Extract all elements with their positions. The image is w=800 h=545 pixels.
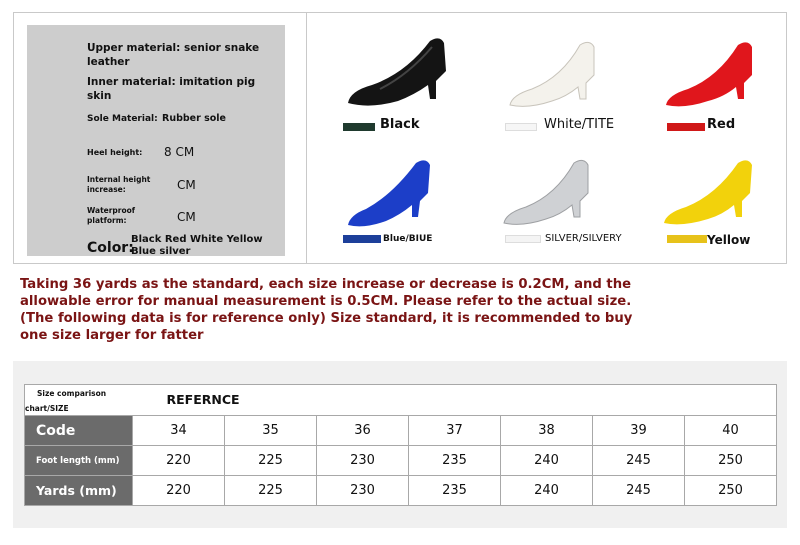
label-silver: SILVER/SILVERY [545,233,622,244]
swatch-blue [343,235,381,243]
table-cell: 220 [133,476,225,506]
table-cell: 245 [593,446,685,476]
table-cell: 225 [225,476,317,506]
inner-material: Inner material: imitation pig skin [87,76,256,102]
table-row-foot-length [25,446,777,476]
label-black: Black [380,117,420,132]
sole-value: Rubber sole [162,113,226,124]
shoe-yellow-image [662,155,758,229]
shoe-blue-image [346,155,436,229]
shoe-silver-image [502,155,598,229]
swatch-red [667,123,705,131]
table-cell: 235 [409,476,501,506]
label-blue: Blue/BIUE [383,234,433,244]
table-cell: 37 [409,416,501,446]
label-yellow: Yellow [707,233,751,247]
swatch-yellow [667,235,707,243]
row-label-foot-length: Foot length (mm) [25,446,133,476]
swatch-white [505,123,537,131]
internal-height-label: Internal height increase: [87,175,151,194]
table-cell: 36 [317,416,409,446]
table-cell: 35 [225,416,317,446]
table-cell: 245 [593,476,685,506]
table-cell: 240 [501,476,593,506]
shoe-white-image [506,37,602,109]
color-value: Black Red White Yellow Blue silver [131,234,263,257]
divider [306,13,307,263]
swatch-black [343,123,375,131]
table-cell: 220 [133,446,225,476]
row-label-yards: Yards (mm) [25,476,133,506]
color-label: Color: [87,240,134,256]
table-cell: 225 [225,446,317,476]
heel-label: Heel height: [87,148,143,157]
waterproof-value: CM [177,210,196,224]
table-title-big: REFERNCE [133,385,777,416]
table-cell: 230 [317,476,409,506]
size-table [24,384,777,506]
product-info-frame [13,12,787,264]
table-title-row [25,385,777,416]
table-cell: 250 [685,476,777,506]
swatch-silver [505,235,541,243]
shoe-black-image [344,33,454,109]
table-cell: 230 [317,446,409,476]
table-cell: 39 [593,416,685,446]
label-white: White/TITE [544,117,615,132]
table-cell: 240 [501,446,593,476]
upper-material: Upper material: senior snake leather [87,42,260,68]
table-cell: 235 [409,446,501,476]
sole-label: Sole Material: [87,114,158,124]
internal-height-value: CM [177,178,196,192]
table-row-code [25,416,777,446]
spec-panel [27,25,285,256]
row-label-code: Code [25,416,133,446]
waterproof-label: Waterproof platform: [87,206,136,225]
table-row-yards [25,476,777,506]
label-red: Red [707,117,736,132]
table-cell: 34 [133,416,225,446]
table-title-small: Size comparison chart/SIZE [25,385,133,416]
table-cell: 40 [685,416,777,446]
size-note: Taking 36 yards as the standard, each size increase or decrease is 0.2CM, and the allowable error for manual measurement is 0.5CM. Please refer to the actual size. (The following data is for reference only) Size standard, it is recommended to buy one size larger for fatter [20,277,633,343]
table-cell: 38 [501,416,593,446]
shoe-red-image [662,37,758,109]
heel-value: 8 CM [164,145,195,159]
table-cell: 250 [685,446,777,476]
